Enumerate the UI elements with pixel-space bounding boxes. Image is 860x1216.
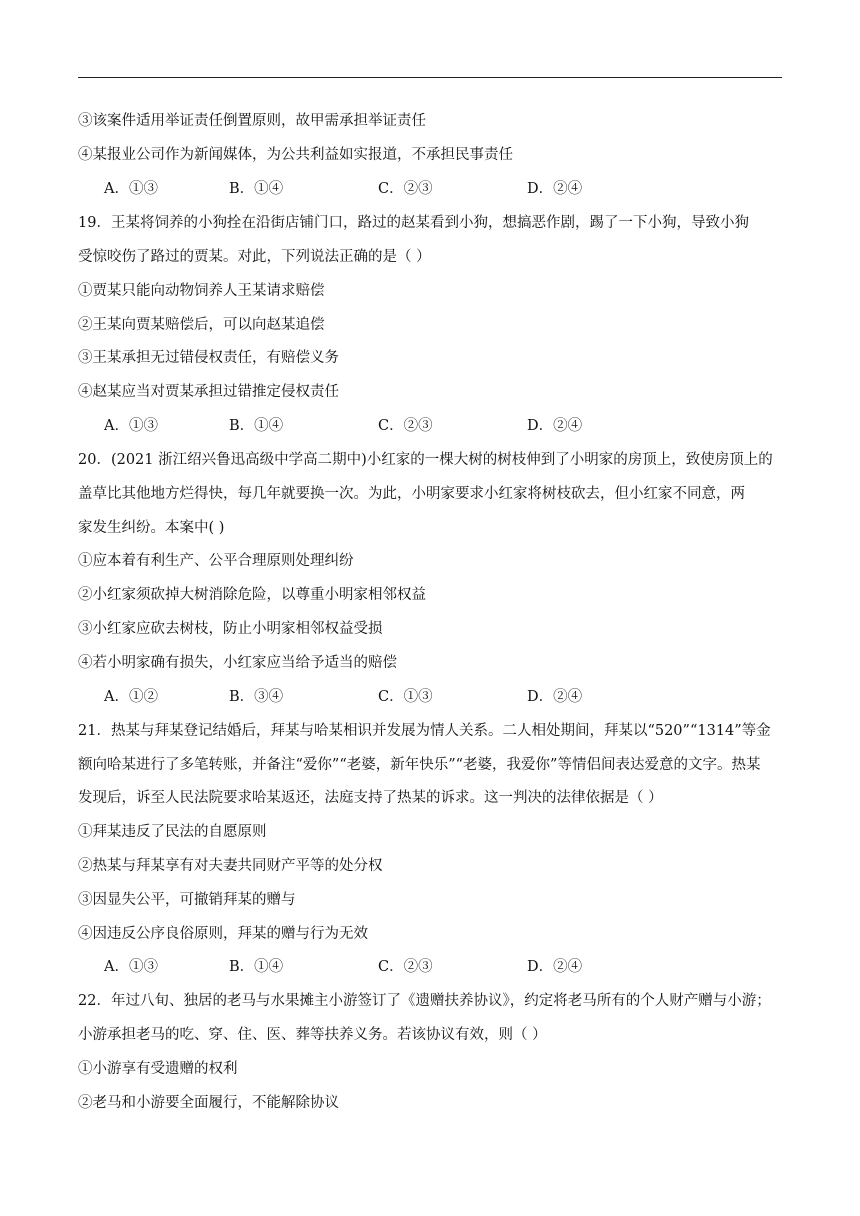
q21-choice-b: B．①④ [229,959,284,975]
q20-option-3: ③小红家应砍去树枝，防止小明家相邻权益受损 [78,621,383,637]
q22-stem-line-1: 22．年过八旬、独居的老马与水果摊主小游签订了《遗赠扶养协议》，约定将老马所有的个人财产赠与小游； [78,993,771,1009]
q21-option-2: ②热某与拜某享有对夫妻共同财产平等的处分权 [78,858,383,874]
q21-stem-line-3: 发现后，诉至人民法院要求哈某返还，法庭支持了热某的诉求。这一判决的法律依据是（ ） [78,790,663,806]
q19-stem-line-2: 受惊咬伤了路过的贾某。对此，下列说法正确的是（ ） [78,249,431,265]
q21-stem-line-1: 21．热某与拜某登记结婚后，拜某与哈某相识并发展为情人关系。二人相处期间，拜某以“520”“1314”等金 [78,723,771,739]
q18-choice-c: C．②③ [378,181,433,197]
q20-choice-b: B．③④ [229,689,284,705]
q19-choice-a: A．①③ [104,418,158,434]
q20-stem-line-3: 家发生纠纷。本案中( ) [78,520,225,536]
q20-option-4: ④若小明家确有损失，小红家应当给予适当的赔偿 [78,655,397,671]
q22-option-1: ①小游享有受遗赠的权利 [78,1061,238,1077]
q19-choice-d: D．②④ [527,418,583,434]
q20-choice-a: A．①② [104,689,158,705]
q19-option-4: ④赵某应当对贾某承担过错推定侵权责任 [78,384,339,400]
q19-stem-line-1: 19．王某将饲养的小狗拴在沿街店铺门口，路过的赵某看到小狗，想搞恶作剧，踢了一下小狗，导致小狗 [78,215,749,231]
q19-option-2: ②王某向贾某赔偿后，可以向赵某追偿 [78,317,325,333]
q20-choice-c: C．①③ [378,689,433,705]
q19-choice-b: B．①④ [229,418,284,434]
q21-option-4: ④因违反公序良俗原则，拜某的赠与行为无效 [78,926,368,942]
q18-choice-a: A．①③ [104,181,158,197]
header-rule [78,77,782,78]
q19-choice-c: C．②③ [378,418,433,434]
q21-choice-c: C．②③ [378,959,433,975]
q20-stem-line-1: 20．(2021 浙江绍兴鲁迅高级中学高二期中)小红家的一棵大树的树枝伸到了小明家的房顶上，致使房顶上的 [78,452,773,468]
q21-option-1: ①拜某违反了民法的自愿原则 [78,824,267,840]
q21-option-3: ③因显失公平，可撤销拜某的赠与 [78,892,296,908]
q22-stem-line-2: 小游承担老马的吃、穿、住、医、葬等扶养义务。若该协议有效，则（ ） [78,1027,547,1043]
q20-stem-line-2: 盖草比其他地方烂得快，每几年就要换一次。为此，小明家要求小红家将树枝砍去，但小红家不同意，两 [78,486,745,502]
q20-option-1: ①应本着有利生产、公平合理原则处理纠纷 [78,553,354,569]
q21-choice-d: D．②④ [527,959,583,975]
q18-choice-b: B．①④ [229,181,284,197]
q18-choice-d: D．②④ [527,181,583,197]
q20-option-2: ②小红家须砍掉大树消除危险，以尊重小明家相邻权益 [78,587,426,603]
q18-option-4: ④某报业公司作为新闻媒体，为公共利益如实报道，不承担民事责任 [78,147,513,163]
q21-stem-line-2: 额向哈某进行了多笔转账，并备注“爱你”“老婆，新年快乐”“老婆，我爱你”等情侣间表达爱意的文字。热某 [78,757,761,773]
q18-option-3: ③该案件适用举证责任倒置原则，故甲需承担举证责任 [78,113,426,129]
q21-choice-a: A．①③ [104,959,158,975]
q19-option-1: ①贾某只能向动物饲养人王某请求赔偿 [78,283,325,299]
q20-choice-d: D．②④ [527,689,583,705]
q22-option-2: ②老马和小游要全面履行，不能解除协议 [78,1095,339,1111]
q19-option-3: ③王某承担无过错侵权责任，有赔偿义务 [78,350,339,366]
